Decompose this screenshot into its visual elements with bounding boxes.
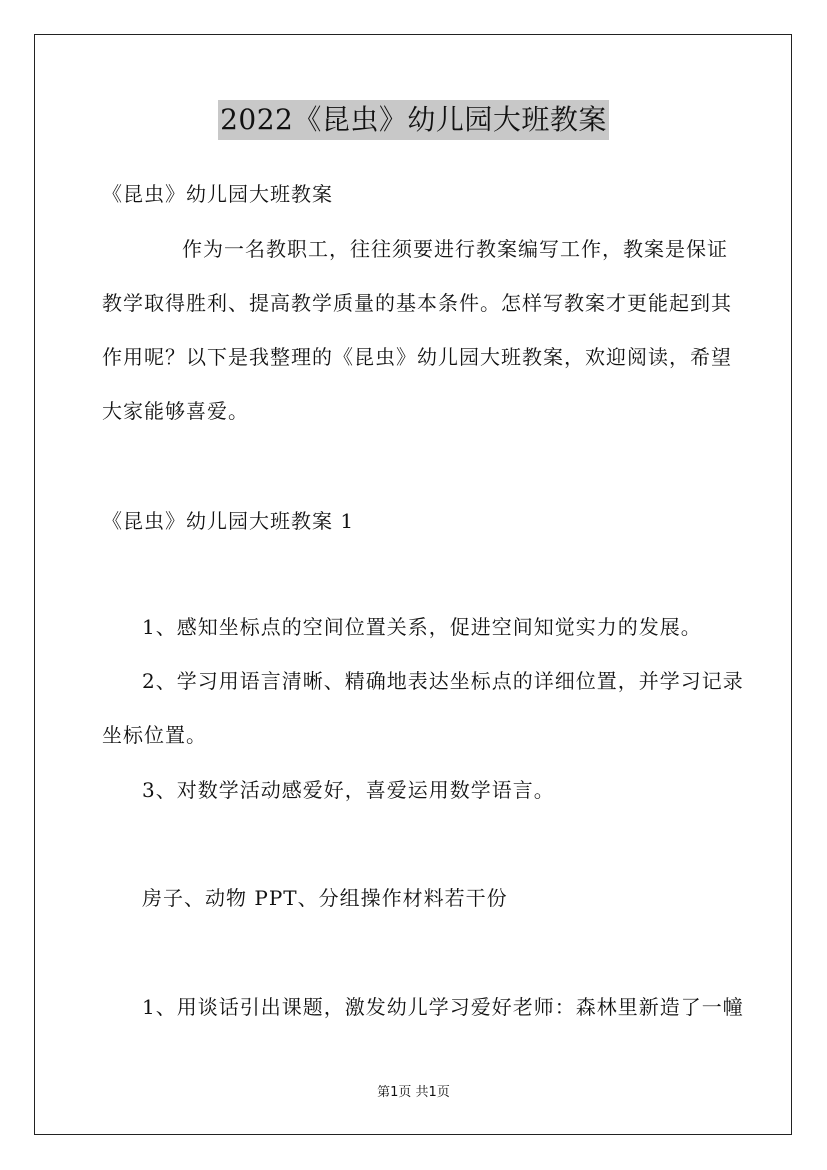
page-title: 2022《昆虫》幼儿园大班教案 xyxy=(218,100,609,140)
goal-line-4: 3、对数学活动感爱好，喜爱运用数学语言。 xyxy=(142,778,555,802)
goal-line-1: 1、感知坐标点的空间位置关系，促进空间知觉实力的发展。 xyxy=(142,615,702,639)
intro-line-1: 作为一名教职工，往往须要进行教案编写工作，教案是保证 xyxy=(182,237,728,261)
section-heading: 《昆虫》幼儿园大班教案 1 xyxy=(102,509,355,533)
page-footer: 第1页 共1页 xyxy=(377,1085,450,1100)
intro-line-3: 作用呢？以下是我整理的《昆虫》幼儿园大班教案，欢迎阅读，希望 xyxy=(102,345,732,369)
document-subtitle: 《昆虫》幼儿园大班教案 xyxy=(102,182,333,206)
process-line-1: 1、用谈话引出课题，激发幼儿学习爱好老师：森林里新造了一幢 xyxy=(142,995,744,1019)
materials-line: 房子、动物 PPT、分组操作材料若干份 xyxy=(142,886,508,910)
goal-line-2: 2、学习用语言清晰、精确地表达坐标点的详细位置，并学习记录 xyxy=(142,669,744,693)
intro-line-2: 教学取得胜利、提高教学质量的基本条件。怎样写教案才更能起到其 xyxy=(102,291,732,315)
intro-line-4: 大家能够喜爱。 xyxy=(102,399,249,423)
goal-line-3: 坐标位置。 xyxy=(102,723,207,747)
title-container xyxy=(0,100,827,140)
